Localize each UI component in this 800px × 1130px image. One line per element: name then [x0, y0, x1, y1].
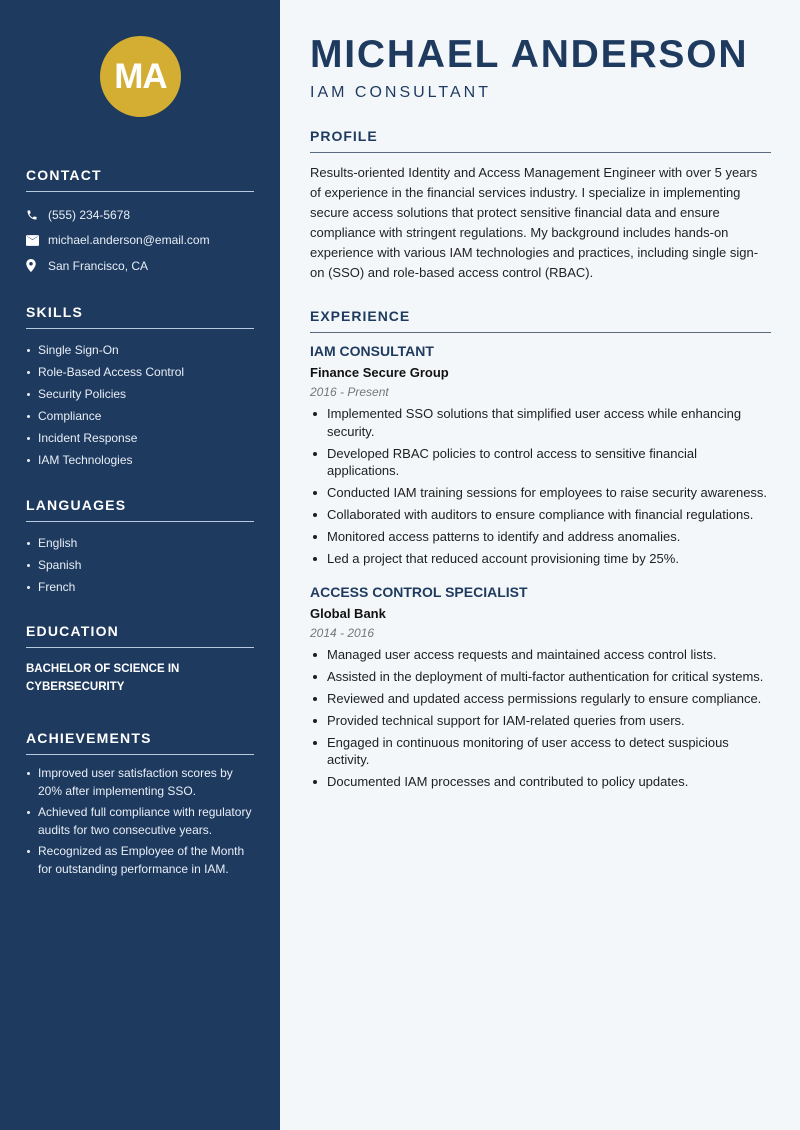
job-bullet: Led a project that reduced account provisioning time by 25%.	[310, 550, 771, 568]
skill-item: Security Policies	[26, 383, 254, 405]
contact-phone	[26, 202, 254, 228]
section-heading: CONTACT	[26, 167, 254, 192]
job-dates: 2016 - Present	[310, 385, 389, 399]
contact-section	[26, 167, 254, 279]
sidebar	[0, 0, 280, 1130]
skill-item: Single Sign-On	[26, 339, 254, 361]
job-bullet: Engaged in continuous monitoring of user access to detect suspicious activity.	[310, 734, 771, 769]
job-dates: 2014 - 2016	[310, 625, 375, 640]
job-title: IAM CONSULTANT	[310, 343, 434, 359]
contact-email-text[interactable]: michael.anderson@email.com	[48, 233, 210, 248]
candidate-title: IAM CONSULTANT	[310, 84, 491, 101]
contact-email	[26, 228, 254, 254]
job-bullet: Managed user access requests and maintained access control lists.	[310, 646, 771, 664]
job-bullet: Conducted IAM training sessions for employees to raise security awareness.	[310, 484, 771, 502]
achievements-section	[26, 730, 254, 882]
skill-item: Incident Response	[26, 427, 254, 449]
job-bullet: Implemented SSO solutions that simplified user access while enhancing security.	[310, 405, 771, 440]
job-entry	[310, 584, 771, 791]
education-section	[26, 623, 254, 696]
section-heading: LANGUAGES	[26, 497, 254, 522]
job-bullet: Provided technical support for IAM-related queries from users.	[310, 712, 771, 730]
company-name: Finance Secure Group	[310, 365, 449, 380]
job-bullet: Monitored access patterns to identify and address anomalies.	[310, 528, 771, 546]
language-item: French	[26, 576, 254, 598]
job-bullet: Developed RBAC policies to control access to sensitive financial applications.	[310, 445, 771, 480]
job-bullet: Collaborated with auditors to ensure compliance with financial regulations.	[310, 506, 771, 524]
avatar	[100, 36, 181, 117]
section-heading: SKILLS	[26, 304, 254, 329]
job-bullet: Assisted in the deployment of multi-factor authentication for critical systems.	[310, 668, 771, 686]
job-entry	[310, 343, 771, 568]
contact-phone-text: (555) 234-5678	[48, 207, 131, 222]
experience-section	[310, 308, 771, 795]
job-title: ACCESS CONTROL SPECIALIST	[310, 583, 528, 600]
job-bullets	[310, 405, 771, 568]
profile-text: Results-oriented Identity and Access Management Engineer with over 5 years of experience in the financial services industry. I specialize in implementing secure access solutions that protect sensitive financial data and ensure compliance with stringent regulations. My background includes hands-on experience with various IAM technologies and practices, including single sign-on (SSO) and role-based access control (RBAC).	[310, 165, 759, 280]
location-pin-icon	[26, 259, 48, 272]
achievements-list	[26, 765, 254, 878]
avatar-initials: MA	[114, 56, 167, 96]
contact-location-text: San Francisco, CA	[48, 258, 149, 273]
achievement-item: Achieved full compliance with regulatory audits for two consecutive years.	[26, 804, 254, 839]
skill-item: Compliance	[26, 405, 254, 427]
education-degree: BACHELOR OF SCIENCE IN CYBERSECURITY	[26, 663, 180, 693]
job-bullets	[310, 646, 771, 791]
job-bullet: Documented IAM processes and contributed to policy updates.	[310, 773, 771, 791]
achievement-item: Improved user satisfaction scores by 20% after implementing SSO.	[26, 765, 254, 800]
contact-location	[26, 253, 254, 279]
section-heading: PROFILE	[310, 128, 771, 153]
candidate-name: MICHAEL ANDERSON	[310, 33, 749, 76]
company-name: Global Bank	[310, 605, 386, 621]
languages-section	[26, 497, 254, 598]
language-item: English	[26, 532, 254, 554]
section-heading: EXPERIENCE	[310, 308, 771, 333]
language-item: Spanish	[26, 554, 254, 576]
profile-section	[310, 128, 771, 283]
skill-item: Role-Based Access Control	[26, 361, 254, 383]
phone-icon	[26, 209, 48, 221]
skills-section	[26, 304, 254, 471]
achievement-item: Recognized as Employee of the Month for outstanding performance in IAM.	[26, 843, 254, 878]
section-heading: EDUCATION	[26, 623, 254, 648]
skills-list	[26, 339, 254, 471]
skill-item: IAM Technologies	[26, 449, 254, 471]
languages-list	[26, 532, 254, 598]
job-bullet: Reviewed and updated access permissions regularly to ensure compliance.	[310, 690, 771, 708]
email-icon	[26, 235, 48, 246]
section-heading: ACHIEVEMENTS	[26, 730, 254, 755]
